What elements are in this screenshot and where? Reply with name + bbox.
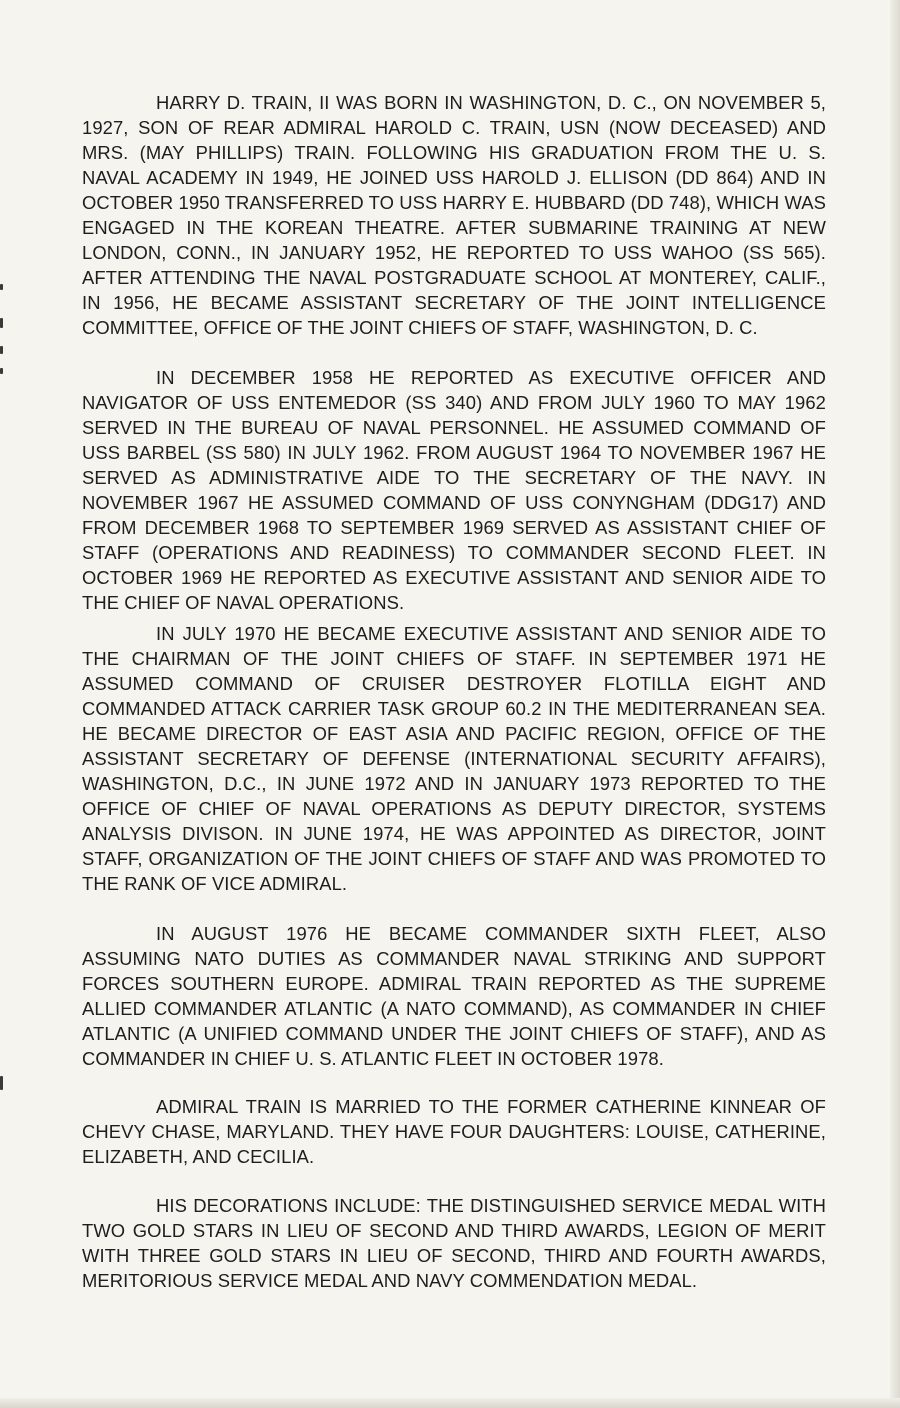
binding-mark <box>0 284 3 290</box>
paragraph-command-history: IN DECEMBER 1958 HE REPORTED AS EXECUTIVE OFFICER AND NAVIGATOR OF USS ENTEMEDOR (SS 340) AND FROM JULY 1960 TO MAY 1962 SERVED IN THE BUREAU OF NAVAL PERSONNEL. HE ASSUMED COMMAND OF USS BARBEL (SS 580) IN JULY 1962. FROM AUGUST 1964 TO NOVEMBER 1967 HE SERVED AS ADMINISTRATIVE AIDE TO THE SECRETARY OF THE NAVY. IN NOVEMBER 1967 HE ASSUMED COMMAND OF USS CONYNGHAM (DDG17) AND FROM DECEMBER 1968 TO SEPTEMBER 1969 SERVED AS ASSISTANT CHIEF OF STAFF (OPERATIONS AND READINESS) TO COMMANDER SECOND FLEET. IN OCTOBER 1969 HE REPORTED AS EXECUTIVE ASSISTANT AND SENIOR AIDE TO THE CHIEF OF NAVAL OPERATIONS. <box>82 367 826 613</box>
page-edge-right <box>890 0 900 1408</box>
paragraph-family: ADMIRAL TRAIN IS MARRIED TO THE FORMER CATHERINE KINNEAR OF CHEVY CHASE, MARYLAND. THEY HAVE FOUR DAUGHTERS: LOUISE, CATHERINE, ELIZABETH, AND CECILIA. <box>82 1096 826 1167</box>
biography-text <box>82 90 826 1293</box>
binding-mark <box>0 318 3 328</box>
binding-mark <box>0 346 3 354</box>
binding-mark <box>0 368 3 374</box>
binding-mark <box>0 1076 3 1090</box>
paragraph-early-career: HARRY D. TRAIN, II WAS BORN IN WASHINGTON, D. C., ON NOVEMBER 5, 1927, SON OF REAR ADMIRAL HAROLD C. TRAIN, USN (NOW DECEASED) AND MRS. (MAY PHILLIPS) TRAIN. FOLLOWING HIS GRADUATION FROM THE U. S. NAVAL ACADEMY IN 1949, HE JOINED USS HAROLD J. ELLISON (DD 864) AND IN OCTOBER 1950 TRANSFERRED TO USS HARRY E. HUBBARD (DD 748), WHICH WAS ENGAGED IN THE KOREAN THEATRE. AFTER SUBMARINE TRAINING AT NEW LONDON, CONN., IN JANUARY 1952, HE REPORTED TO USS WAHOO (SS 565). AFTER ATTENDING THE NAVAL POSTGRADUATE SCHOOL AT MONTEREY, CALIF., IN 1956, HE BECAME ASSISTANT SECRETARY OF THE JOINT INTELLIGENCE COMMITTEE, OFFICE OF THE JOINT CHIEFS OF STAFF, WASHINGTON, D. C. <box>82 92 826 338</box>
paragraph-sixth-fleet: IN AUGUST 1976 HE BECAME COMMANDER SIXTH FLEET, ALSO ASSUMING NATO DUTIES AS COMMANDER NAVAL STRIKING AND SUPPORT FORCES SOUTHERN EUROPE. ADMIRAL TRAIN REPORTED AS THE SUPREME ALLIED COMMANDER ATLANTIC (A NATO COMMAND), AS COMMANDER IN CHIEF ATLANTIC (A UNIFIED COMMAND UNDER THE JOINT CHIEFS OF STAFF), AND AS COMMANDER IN CHIEF U. S. ATLANTIC FLEET IN OCTOBER 1978. <box>82 923 826 1069</box>
paragraph-decorations: HIS DECORATIONS INCLUDE: THE DISTINGUISHED SERVICE MEDAL WITH TWO GOLD STARS IN LIEU OF SECOND AND THIRD AWARDS, LEGION OF MERIT WITH THREE GOLD STARS IN LIEU OF SECOND, THIRD AND FOURTH AWARDS, MERITORIOUS SERVICE MEDAL AND NAVY COMMENDATION MEDAL. <box>82 1195 826 1291</box>
paragraph-flag-career: IN JULY 1970 HE BECAME EXECUTIVE ASSISTANT AND SENIOR AIDE TO THE CHAIRMAN OF THE JOINT CHIEFS OF STAFF. IN SEPTEMBER 1971 HE ASSUMED COMMAND OF CRUISER DESTROYER FLOTILLA EIGHT AND COMMANDED ATTACK CARRIER TASK GROUP 60.2 IN THE MEDITERRANEAN SEA. HE BECAME DIRECTOR OF EAST ASIA AND PACIFIC REGION, OFFICE OF THE ASSISTANT SECRETARY OF DEFENSE (INTERNATIONAL SECURITY AFFAIRS), WASHINGTON, D.C., IN JUNE 1972 AND IN JANUARY 1973 REPORTED TO THE OFFICE OF CHIEF OF NAVAL OPERATIONS AS DEPUTY DIRECTOR, SYSTEMS ANALYSIS DIVISON. IN JUNE 1974, HE WAS APPOINTED AS DIRECTOR, JOINT STAFF, ORGANIZATION OF THE JOINT CHIEFS OF STAFF AND WAS PROMOTED TO THE RANK OF VICE ADMIRAL. <box>82 623 826 894</box>
page-edge-bottom <box>0 1398 900 1408</box>
